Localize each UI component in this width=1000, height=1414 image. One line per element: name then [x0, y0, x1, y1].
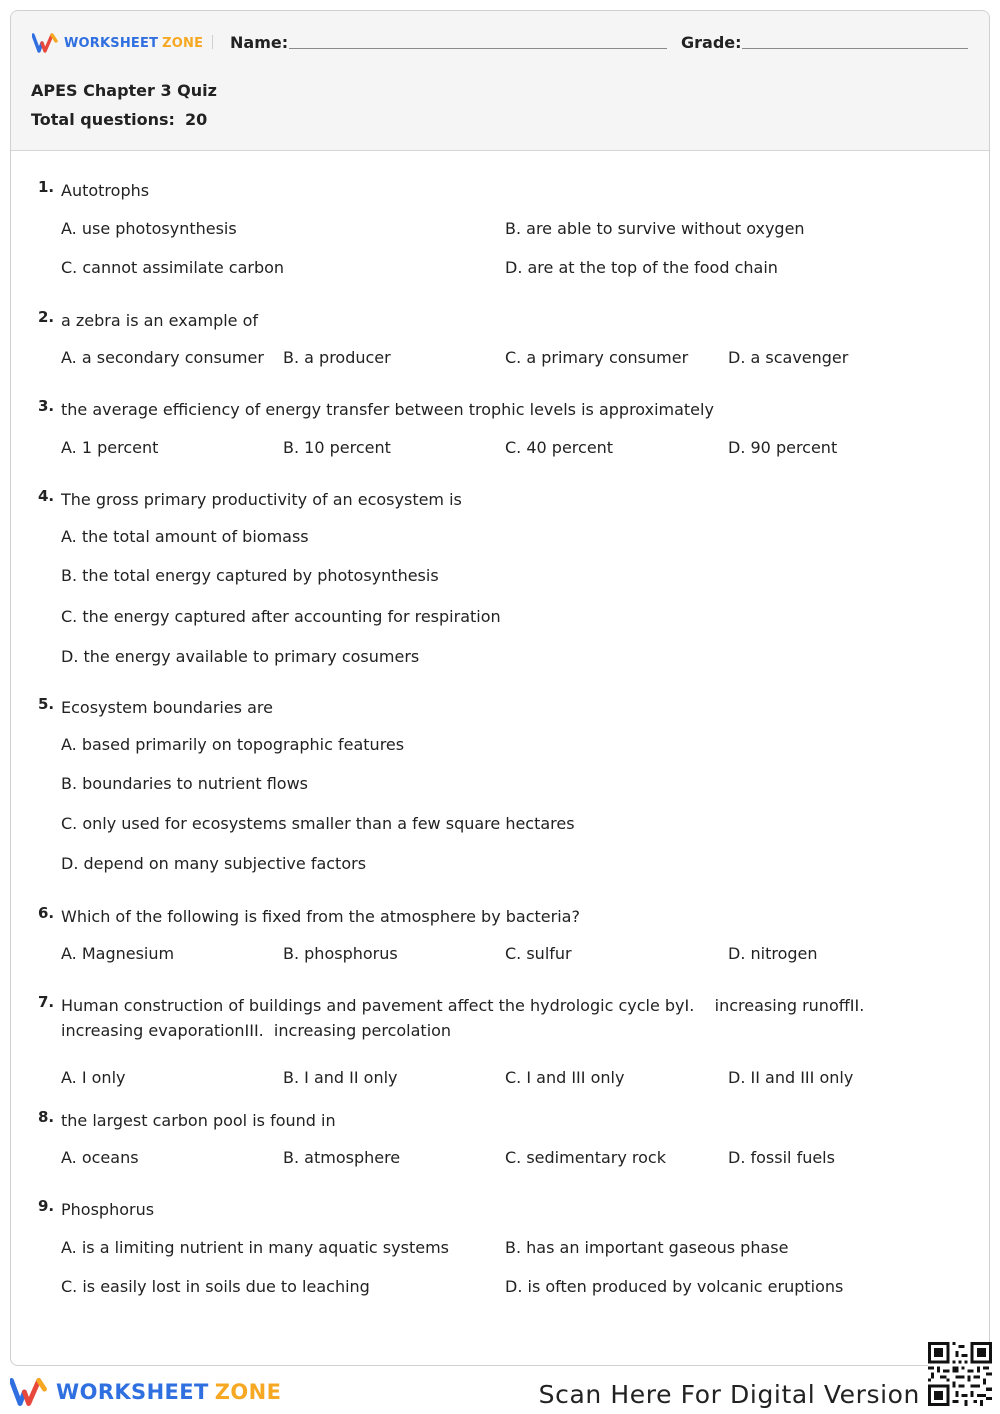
- option-a[interactable]: A. a secondary consumer: [61, 348, 264, 367]
- question-text: a zebra is an example of: [61, 311, 259, 330]
- quiz-title: APES Chapter 3 Quiz: [31, 81, 217, 100]
- option-d[interactable]: D. 90 percent: [728, 438, 838, 457]
- option-b[interactable]: B. the total energy captured by photosynthesis: [61, 566, 439, 585]
- option-a[interactable]: A. the total amount of biomass: [61, 527, 309, 546]
- option-a[interactable]: A. based primarily on topographic features: [61, 735, 405, 754]
- option-a[interactable]: A. use photosynthesis: [61, 219, 237, 238]
- option-d[interactable]: D. the energy available to primary cosumers: [61, 647, 420, 666]
- option-d[interactable]: D. II and III only: [728, 1068, 854, 1087]
- question-text: Phosphorus: [61, 1200, 155, 1219]
- total-questions-label: Total questions:: [31, 110, 175, 129]
- grade-label: Grade:: [681, 33, 742, 52]
- header-divider: [212, 35, 213, 49]
- scan-prompt: Scan Here For Digital Version: [538, 1380, 920, 1409]
- qr-code-icon[interactable]: [928, 1342, 992, 1406]
- option-b[interactable]: B. atmosphere: [283, 1148, 401, 1167]
- option-b[interactable]: B. boundaries to nutrient flows: [61, 774, 308, 793]
- question-number: 5.: [38, 695, 55, 713]
- grade-input-line[interactable]: [742, 48, 968, 49]
- question-text: The gross primary productivity of an ecosystem is: [61, 490, 462, 509]
- option-c[interactable]: C. the energy captured after accounting for respiration: [61, 607, 501, 626]
- option-b[interactable]: B. 10 percent: [283, 438, 391, 457]
- header-logo: [32, 33, 203, 53]
- question-text: the largest carbon pool is found in: [61, 1111, 336, 1130]
- option-d[interactable]: D. is often produced by volcanic eruptions: [505, 1277, 844, 1296]
- question-number: 3.: [38, 397, 55, 415]
- option-c[interactable]: C. 40 percent: [505, 438, 614, 457]
- option-b[interactable]: B. phosphorus: [283, 944, 398, 963]
- option-c[interactable]: C. only used for ecosystems smaller than a few square hectares: [61, 814, 575, 833]
- option-d[interactable]: D. a scavenger: [728, 348, 849, 367]
- option-c[interactable]: C. sulfur: [505, 944, 572, 963]
- question-text: Autotrophs: [61, 181, 150, 200]
- option-a[interactable]: A. 1 percent: [61, 438, 159, 457]
- question-number: 1.: [38, 178, 55, 196]
- question-number: 6.: [38, 904, 55, 922]
- worksheet-page: [10, 10, 990, 1366]
- worksheet-zone-logo-icon: [32, 33, 64, 53]
- question-number: 8.: [38, 1108, 55, 1126]
- question-text: the average efficiency of energy transfer between trophic levels is approximately: [61, 400, 714, 419]
- question-number: 9.: [38, 1197, 55, 1215]
- header-logo-word-zone: ZONE: [162, 35, 204, 51]
- option-d[interactable]: D. depend on many subjective factors: [61, 854, 367, 873]
- total-questions-value: 20: [184, 110, 208, 129]
- footer-logo: [10, 1377, 281, 1407]
- option-a[interactable]: A. is a limiting nutrient in many aquatic systems: [61, 1238, 449, 1257]
- question-text: Ecosystem boundaries are: [61, 698, 273, 717]
- name-label: Name:: [230, 33, 289, 52]
- option-b[interactable]: B. I and II only: [283, 1068, 398, 1087]
- option-d[interactable]: D. are at the top of the food chain: [505, 258, 778, 277]
- option-a[interactable]: A. I only: [61, 1068, 126, 1087]
- option-c[interactable]: C. a primary consumer: [505, 348, 689, 367]
- header-logo-word-worksheet: WORKSHEET: [64, 35, 159, 51]
- name-input-line[interactable]: [289, 48, 667, 49]
- footer-logo-word-zone: ZONE: [214, 1380, 282, 1404]
- option-b[interactable]: B. has an important gaseous phase: [505, 1238, 789, 1257]
- option-d[interactable]: D. fossil fuels: [728, 1148, 835, 1167]
- question-text: Which of the following is fixed from the atmosphere by bacteria?: [61, 907, 580, 926]
- option-a[interactable]: A. oceans: [61, 1148, 139, 1167]
- footer-logo-word-worksheet: WORKSHEET: [56, 1380, 209, 1404]
- worksheet-header: [11, 11, 989, 151]
- option-c[interactable]: C. I and III only: [505, 1068, 625, 1087]
- question-number: 4.: [38, 487, 55, 505]
- option-d[interactable]: D. nitrogen: [728, 944, 818, 963]
- option-c[interactable]: C. cannot assimilate carbon: [61, 258, 285, 277]
- option-a[interactable]: A. Magnesium: [61, 944, 175, 963]
- question-text: Human construction of buildings and pavement affect the hydrologic cycle byI. increasing runoffII. increasing evaporationIII. increasing percolation: [61, 996, 875, 1040]
- option-c[interactable]: C. is easily lost in soils due to leaching: [61, 1277, 370, 1296]
- option-b[interactable]: B. are able to survive without oxygen: [505, 219, 805, 238]
- question-number: 7.: [38, 993, 55, 1011]
- option-c[interactable]: C. sedimentary rock: [505, 1148, 666, 1167]
- total-questions: [31, 110, 207, 129]
- option-b[interactable]: B. a producer: [283, 348, 391, 367]
- worksheet-zone-logo-icon: [10, 1377, 56, 1407]
- question-number: 2.: [38, 308, 55, 326]
